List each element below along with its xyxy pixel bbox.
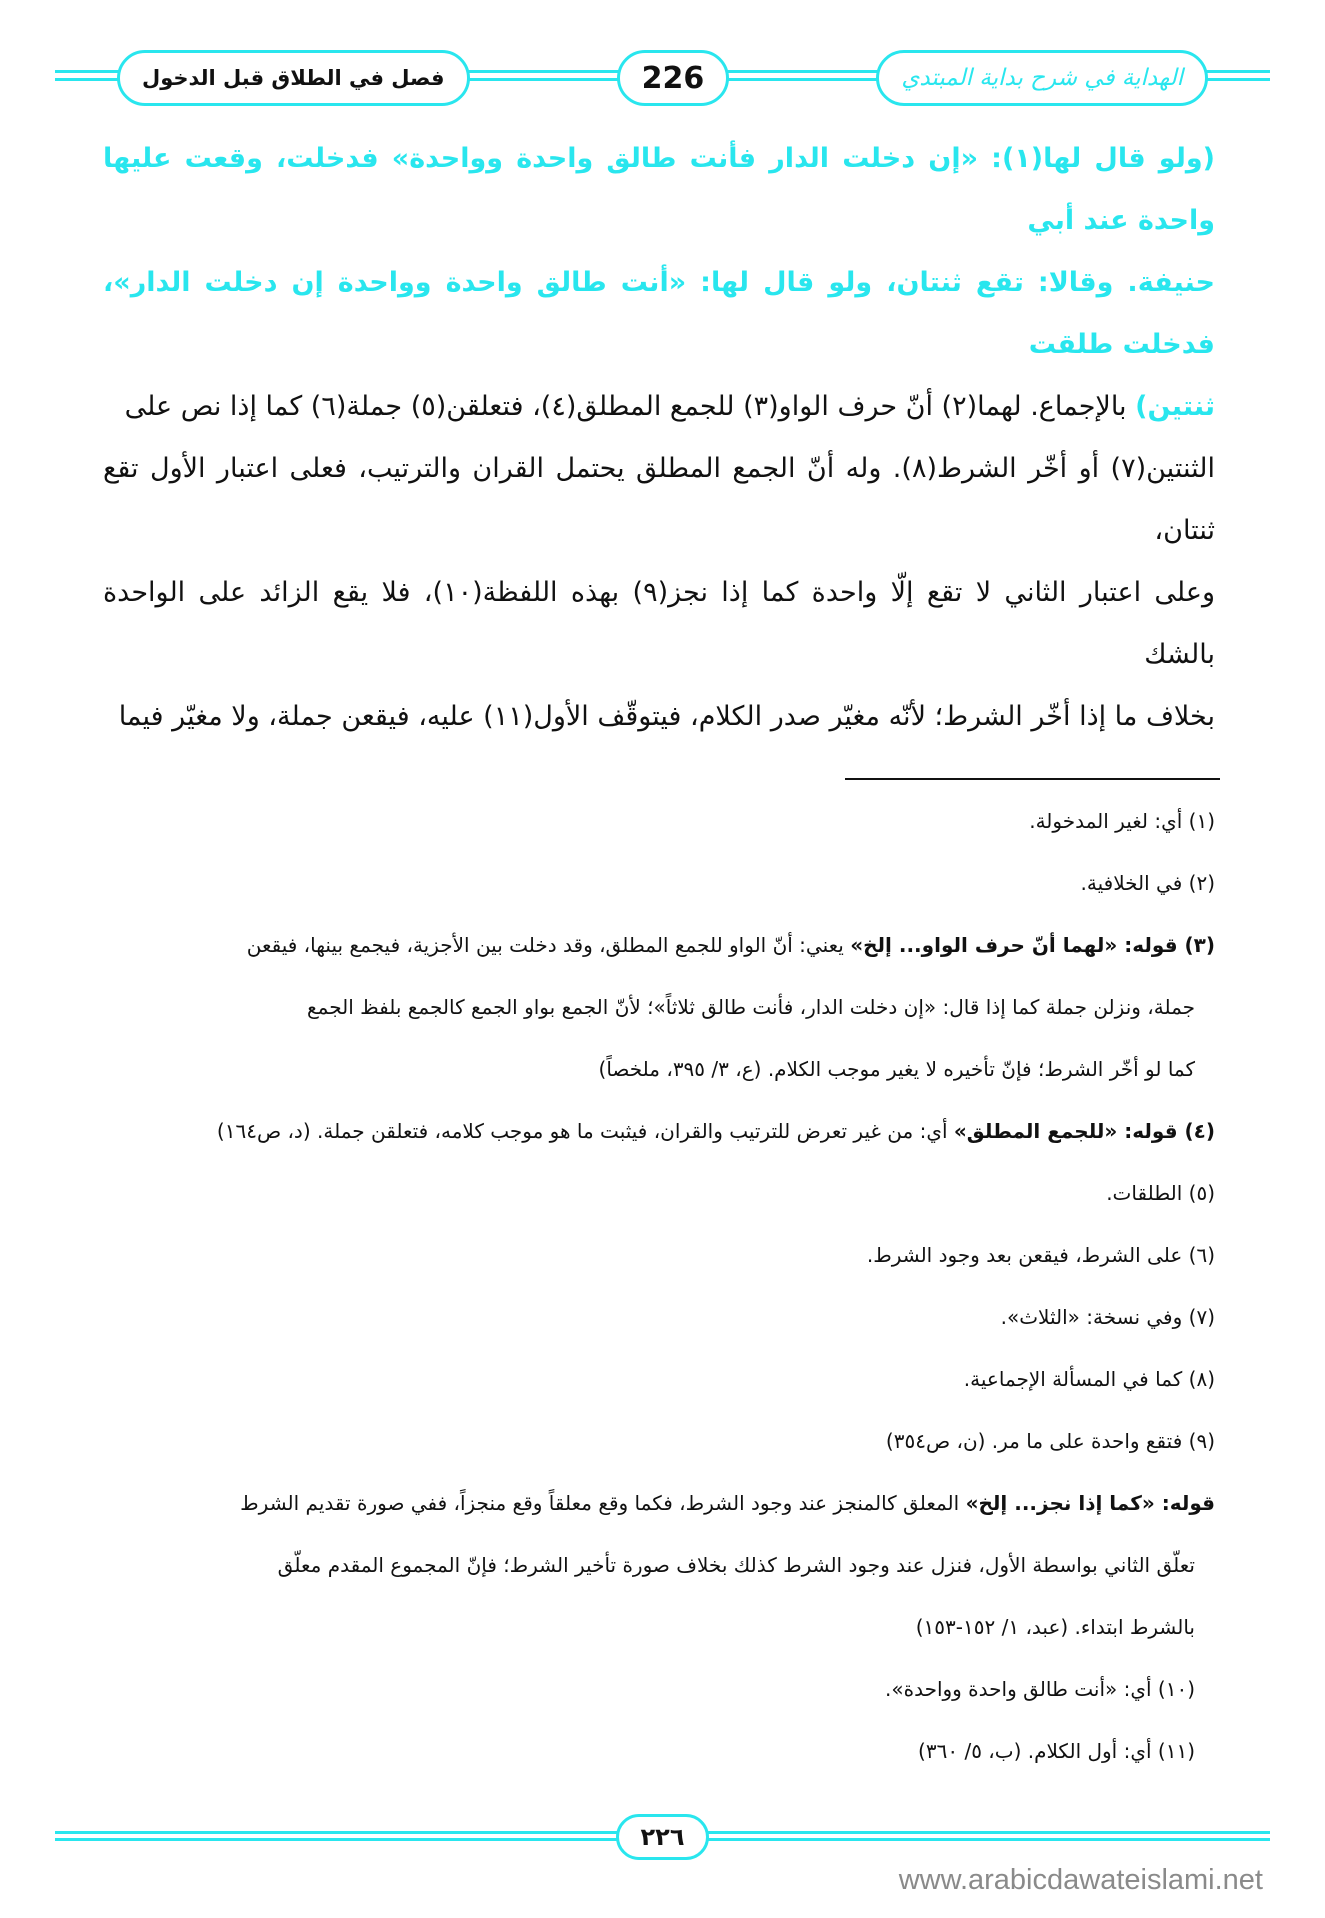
footnote-continuation: جملة، ونزلن جملة كما إذا قال: «إن دخلت الدار، فأنت طالق ثلاثاً»؛ لأنّ الجمع بواو الجمع كالجمع بلفظ الجمع [307, 995, 1195, 1019]
page-number: 226 [617, 50, 730, 106]
footnote: (٧) وفي نسخة: «الثلاث». [1000, 1305, 1215, 1329]
footnote: (٦) على الشرط، فيقعن بعد وجود الشرط. [866, 1243, 1215, 1267]
footnotes [95, 790, 1215, 1782]
main-text [103, 128, 1215, 748]
footnote-separator [845, 778, 1220, 780]
footnote: قوله: «كما إذا نجز... إلخ» المعلق كالمنجز عند وجود الشرط، فكما وقع معلقاً وقع منجزاً، ففي صورة تقديم الشرط [240, 1491, 1215, 1515]
footnote: (٨) كما في المسألة الإجماعية. [963, 1367, 1215, 1391]
footnote: (٣) قوله: «لهما أنّ حرف الواو... إلخ» يعني: أنّ الواو للجمع المطلق، وقد دخلت بين الأجزية، فيجمع بينها، فيقعن [246, 933, 1215, 957]
footnote: (١٠) أي: «أنت طالق واحدة وواحدة». [885, 1677, 1195, 1701]
text-line: وعلى اعتبار الثاني لا تقع إلّا واحدة كما إذا نجز(٩) بهذه اللفظة(١٠)، فلا يقع الزائد على الواحدة بالشك [103, 577, 1215, 670]
book-title: الهداية في شرح بداية المبتدي [876, 50, 1208, 106]
chapter-title: فصل في الطلاق قبل الدخول [117, 50, 470, 106]
text-line: ثنتين) بالإجماع. لهما(٢) أنّ حرف الواو(٣) للجمع المطلق(٤)، فتعلقن(٥) جملة(٦) كما إذا نص على [124, 391, 1215, 422]
footnote: (٤) قوله: «للجمع المطلق» أي: من غير تعرض للترتيب والقران، فيثبت ما هو موجب كلامه، فتعلقن جملة. (د، ص١٦٤) [216, 1119, 1215, 1143]
footnote: (٥) الطلقات. [1106, 1181, 1215, 1205]
text-line: حنيفة. وقالا: تقع ثنتان، ولو قال لها: «أنت طالق واحدة وواحدة إن دخلت الدار»، فدخلت طلقت [103, 267, 1215, 360]
footnote-continuation: بالشرط ابتداء. (عبد، ١/ ١٥٢-١٥٣) [915, 1615, 1195, 1639]
footnote: (٩) فتقع واحدة على ما مر. (ن، ص٣٥٤) [885, 1429, 1215, 1453]
text-line: (ولو قال لها(١): «إن دخلت الدار فأنت طالق واحدة وواحدة» فدخلت، وقعت عليها واحدة عند أبي [103, 143, 1215, 236]
text-line: بخلاف ما إذا أخّر الشرط؛ لأنّه مغيّر صدر الكلام، فيتوقّف الأول(١١) عليه، فيقعن جملة، ولا مغيّر فيما [118, 701, 1215, 732]
footnote: (١١) أي: أول الكلام. (ب، ٥/ ٣٦٠) [918, 1739, 1195, 1763]
page-header [55, 48, 1270, 108]
footnote: (٢) في الخلافية. [1080, 871, 1215, 895]
footnote-continuation: تعلّق الثاني بواسطة الأول، فنزل عند وجود الشرط كذلك بخلاف صورة تأخير الشرط؛ فإنّ المجموع المقدم معلّق [277, 1553, 1195, 1577]
website-url: www.arabicdawateislami.net [898, 1864, 1263, 1896]
page-footer [55, 1812, 1270, 1862]
footer-page-number: ٢٢٦ [616, 1814, 710, 1860]
footnote-continuation: كما لو أخّر الشرط؛ فإنّ تأخيره لا يغير موجب الكلام. (ع، ٣/ ٣٩٥، ملخصاً) [598, 1057, 1195, 1081]
text-line: الثنتين(٧) أو أخّر الشرط(٨). وله أنّ الجمع المطلق يحتمل القران والترتيب، فعلى اعتبار الأول تقع ثنتان، [103, 453, 1215, 546]
footnote: (١) أي: لغير المدخولة. [1029, 809, 1215, 833]
